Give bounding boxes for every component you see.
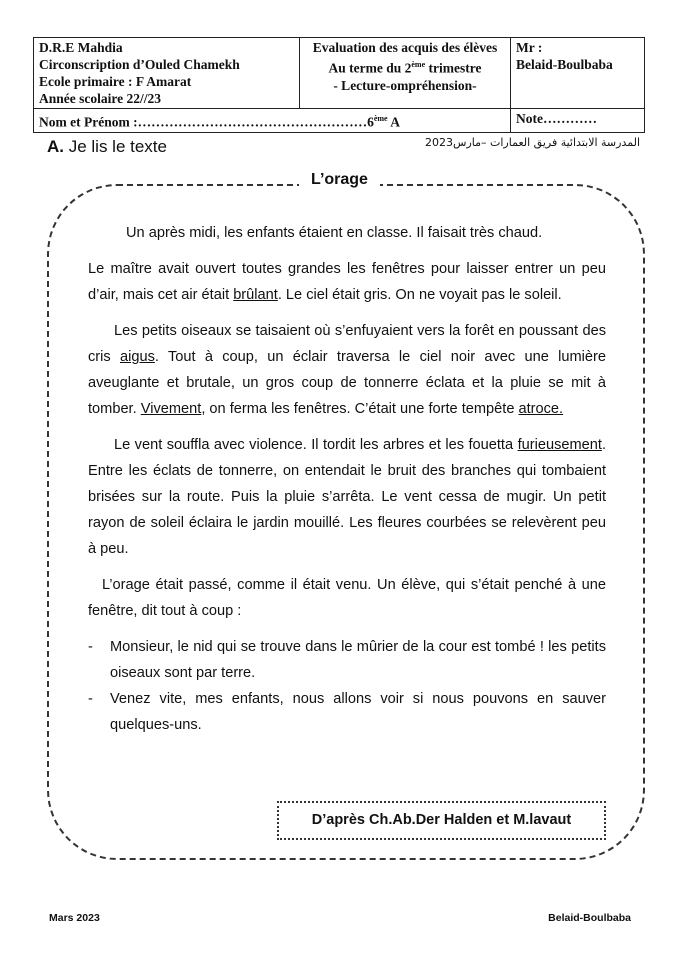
section-heading — [47, 137, 167, 157]
dialogue-list — [88, 634, 606, 738]
evaluation-info — [300, 38, 511, 109]
header-table — [33, 37, 645, 133]
underlined-word: atroce. — [518, 401, 564, 417]
school-line: Année scolaire 22//23 — [39, 91, 161, 106]
text-title: L’orage — [299, 171, 380, 188]
eval-title: Evaluation des acquis des élèves — [312, 40, 498, 55]
section-label: Je lis le texte — [64, 137, 167, 156]
text-span: . Le ciel était gris. On ne voyait pas le soleil. — [277, 287, 562, 303]
name-label: Nom et Prénom :……………………………………………6 — [39, 114, 374, 130]
underlined-word: aigus — [120, 349, 155, 365]
dialogue-line: - Monsieur, le nid qui se trouve dans le mûrier de la cour est tombé ! les petits oiseaux sont par terre. — [88, 634, 606, 686]
reading-text — [88, 220, 606, 738]
eval-term — [305, 56, 505, 77]
paragraph-4 — [88, 432, 606, 562]
class-label: A — [387, 114, 400, 130]
arabic-note: المدرسة الابتدائية فريق العمارات –مارس2023 — [425, 136, 640, 149]
dialogue-line: - Venez vite, mes enfants, nous allons voir si nous pouvons en sauver quelques-uns. — [88, 686, 606, 738]
school-line: Circonscription d’Ouled Chamekh — [39, 57, 240, 72]
name-field[interactable] — [34, 109, 511, 133]
school-line: Ecole primaire : F Amarat — [39, 74, 192, 89]
teacher-label: Mr : — [516, 40, 543, 55]
text-span: Le maître avait ouvert toutes grandes les fenêtres pour laisser entrer un peu d’air, mais cet air était — [88, 261, 606, 303]
term-text: Au terme du 2 — [328, 60, 412, 76]
underlined-word: Vivement — [140, 401, 202, 417]
term-text2: trimestre — [425, 60, 482, 76]
school-info — [34, 38, 300, 109]
underlined-word: brûlant — [233, 287, 278, 303]
text-span: . Entre les éclats de tonnerre, on entendait le bruit des branches qui tombaient brisées sur la route. Puis la pluie s’arrêta. Le vent cessa de mugir. Un petit rayon de soleil éclaira le jardin mouillé. Les fleures courbées se relevèrent peu à peu. — [88, 437, 606, 557]
paragraph-5: L’orage était passé, comme il était venu. Un élève, qui s’était penché à une fenêtre, dit tout à coup : — [88, 577, 606, 619]
footer-author: Belaid-Boulbaba — [548, 912, 631, 924]
text-title-wrap — [0, 171, 679, 189]
eval-subject: - Lecture-ompréhension- — [333, 77, 477, 93]
attribution: D’après Ch.Ab.Der Halden et M.lavaut — [277, 801, 606, 840]
teacher-name: Belaid-Boulbaba — [516, 57, 613, 72]
note-field[interactable]: Note………… — [511, 109, 645, 133]
term-sup: ème — [411, 60, 426, 69]
class-sup: ème — [373, 114, 388, 123]
school-line: D.R.E Mahdia — [39, 40, 123, 55]
teacher-info — [511, 38, 645, 109]
section-letter: A. — [47, 137, 64, 156]
paragraph-3 — [88, 318, 606, 422]
text-span: , on ferma les fenêtres. C’était une forte tempête — [201, 401, 519, 417]
footer-date: Mars 2023 — [49, 912, 100, 924]
text-span: Les petits oiseaux se taisaient où s’enfuyaient vers la forêt en poussant des cris — [88, 323, 606, 365]
paragraph-1: Un après midi, les enfants étaient en classe. Il faisait très chaud. — [126, 225, 543, 241]
underlined-word: furieusement — [517, 437, 602, 453]
text-span: . Tout à coup, un éclair traversa le ciel noir avec une lumière aveuglante et brutale, un gros coup de tonnerre éclata et la pluie se mit à tomber. — [88, 349, 606, 417]
paragraph-2 — [88, 256, 606, 308]
text-span: Le vent souffla avec violence. Il tordit les arbres et les fouetta — [114, 437, 518, 453]
